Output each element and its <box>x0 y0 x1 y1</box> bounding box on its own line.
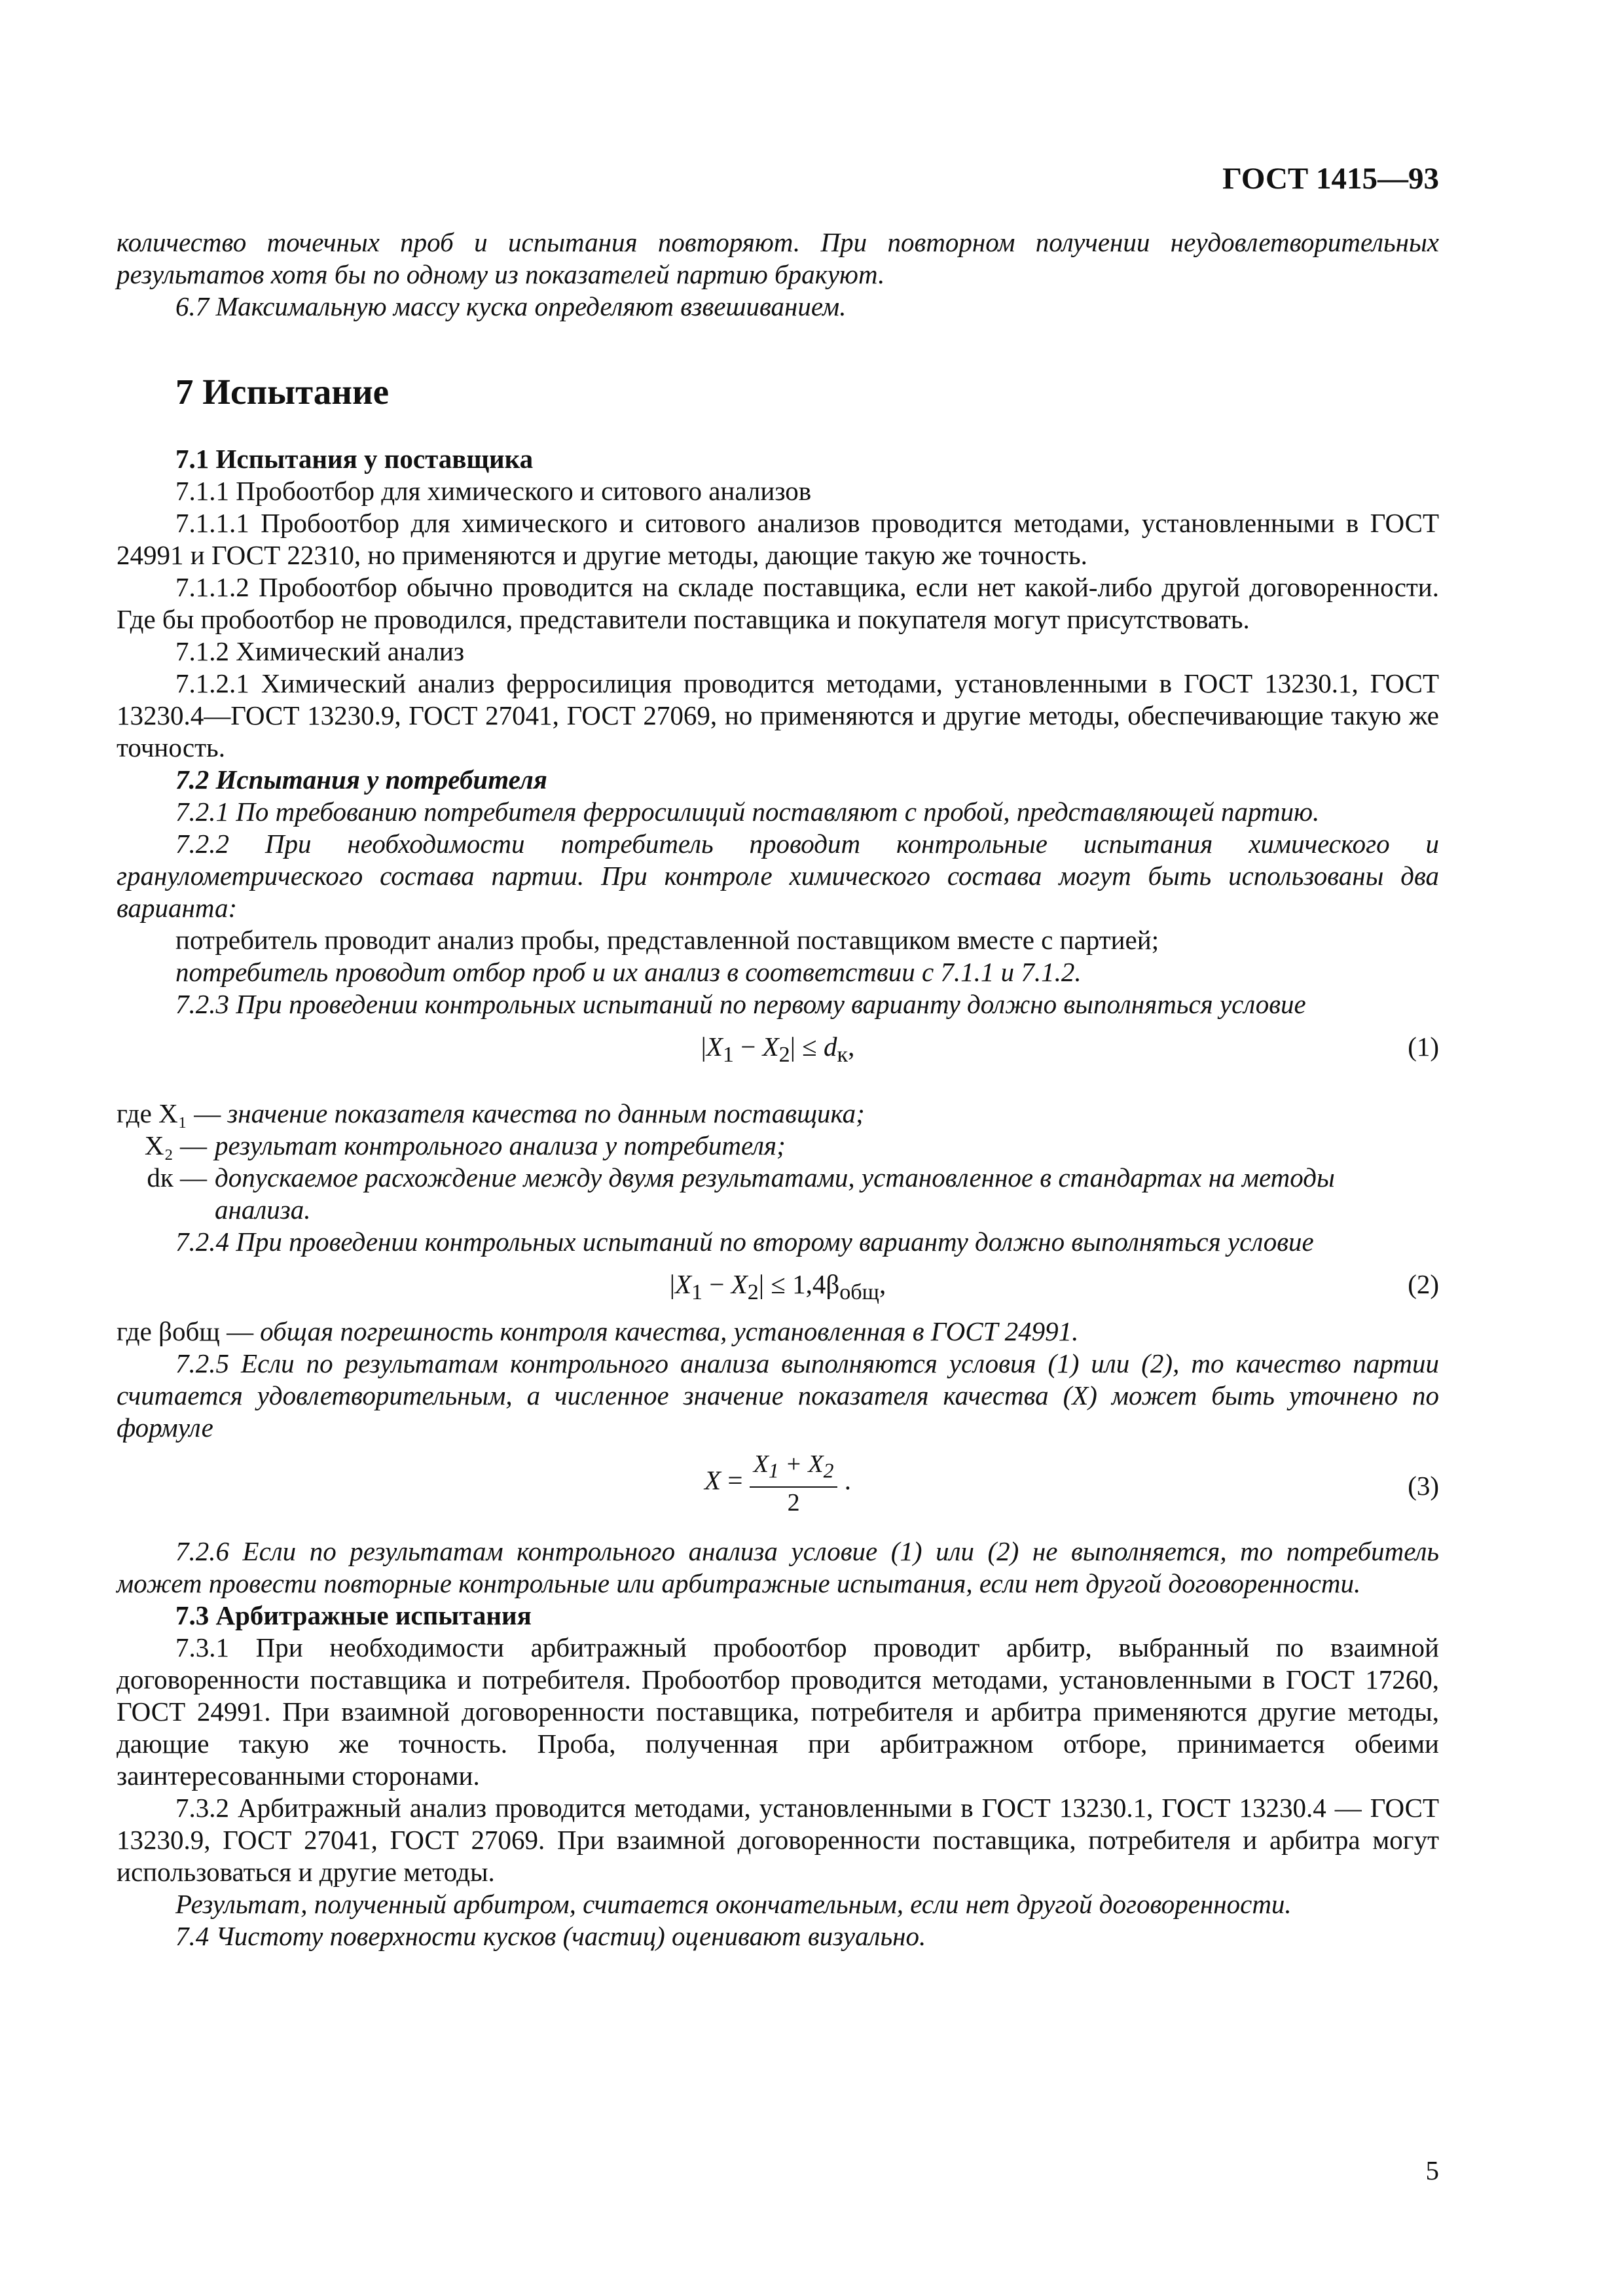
paragraph-6-7: 6.7 Максимальную массу куска определяют взвешиванием. <box>175 291 847 321</box>
paragraph-7-2-5: 7.2.5 Если по результатам контрольного анализа выполняются условия (1) или (2), то качество партии считается удовлетворительным, а численное значение показателя качества (X) может быть уточнено по формуле <box>117 1348 1439 1443</box>
paragraph-7-1-2: 7.1.2 Химический анализ <box>175 636 465 666</box>
paragraph-continuation: количество точечных проб и испытания повторяют. При повторном получении неудовлетворительных результатов хотя бы по одному из показателей партию бракуют. <box>117 227 1439 289</box>
paragraph-7-2-2: 7.2.2 При необходимости потребитель проводит контрольные испытания химического и гранулометрического состава партии. При контроле химического состава могут быть использованы два варианта: <box>117 829 1439 923</box>
document-body <box>117 157 1439 1952</box>
paragraph-7-1-2-1: 7.1.2.1 Химический анализ ферросилиция проводится методами, установленными в ГОСТ 13230.1, ГОСТ 13230.4—ГОСТ 13230.9, ГОСТ 27041, ГОСТ 27069, но применяются и другие методы, обеспечивающие такую же точность. <box>117 668 1439 762</box>
legend-symbol: где βобщ — <box>117 1316 254 1346</box>
formula-3 <box>117 1449 1439 1522</box>
paragraph-7-2-3: 7.2.3 При проведении контрольных испытаний по первому варианту должно выполняться условие <box>175 989 1306 1019</box>
paragraph-7-2-6: 7.2.6 Если по результатам контрольного анализа условие (1) или (2) не выполняется, то потребитель может провести повторные контрольные или арбитражные испытания, если нет другой договоренности. <box>117 1536 1439 1598</box>
legend-row <box>117 1162 1439 1226</box>
formula-2-expression: $|X_1 - X_2| \le 1,4\beta_{общ}$, <box>669 1269 886 1305</box>
subsection-heading-7-2: 7.2 Испытания у потребителя <box>175 764 547 795</box>
formula-1-legend <box>117 1098 1439 1226</box>
formula-3-fraction: $\frac{X_1 + X_2}{2}$ <box>750 1449 838 1518</box>
legend-text: общая погрешность контроля качества, установленная в ГОСТ 24991. <box>260 1316 1079 1346</box>
subsection-heading-7-1: 7.1 Испытания у поставщика <box>175 444 534 474</box>
paragraph-7-1-1-2: 7.1.1.2 Пробоотбор обычно проводится на складе поставщика, если нет какой-либо другой договоренности. Где бы пробоотбор не проводился, представители поставщика и покупателя могут присутствовать. <box>117 572 1439 634</box>
legend-text: значение показателя качества по данным поставщика; <box>227 1098 865 1128</box>
paragraph-7-1-1: 7.1.1 Пробоотбор для химического и ситового анализов <box>175 476 812 506</box>
paragraph-7-2-1: 7.2.1 По требованию потребителя ферросилиций поставляют с пробой, представляющей партию. <box>175 797 1320 827</box>
paragraph-7-3-1: 7.3.1 При необходимости арбитражный пробоотбор проводит арбитр, выбранный по взаимной договоренности поставщика и потребителя. Пробоотбор проводится методами, установленными в ГОСТ 17260, ГОСТ 24991. При взаимной договоренности поставщика, потребителя и арбитра применяются другие методы, дающие такую же точность. Проба, полученная при арбитражном отборе, принимается обеими заинтересованными сторонами. <box>117 1632 1439 1791</box>
paragraph-7-2-2-a: потребитель проводит анализ пробы, представленной поставщиком вместе с партией; <box>175 925 1159 955</box>
paragraph-7-3-2: 7.3.2 Арбитражный анализ проводится методами, установленными в ГОСТ 13230.1, ГОСТ 13230.4 — ГОСТ 13230.9, ГОСТ 27041, ГОСТ 27069. При взаимной договоренности поставщика, потребителя и арбитра могут использоваться и другие методы. <box>117 1793 1439 1887</box>
formula-2-number: (2) <box>1408 1269 1439 1299</box>
paragraph-7-2-4: 7.2.4 При проведении контрольных испытаний по второму варианту должно выполняться условие <box>175 1227 1314 1257</box>
section-heading-7: 7 Испытание <box>175 372 390 412</box>
legend-symbol: где X₁ — <box>117 1098 221 1128</box>
paragraph-7-1-1-1: 7.1.1.1 Пробоотбор для химического и ситового анализов проводится методами, установленными в ГОСТ 24991 и ГОСТ 22310, но применяются и другие методы, дающие такую же точность. <box>117 508 1439 570</box>
formula-1-number: (1) <box>1408 1031 1439 1062</box>
paragraph-7-3-2-b: Результат, полученный арбитром, считается окончательным, если нет другой договоренности. <box>175 1889 1292 1919</box>
formula-2 <box>117 1263 1439 1306</box>
formula-2-legend <box>117 1316 1439 1348</box>
formula-1-expression: $|X_1 - X_2| \le d_к$, <box>701 1031 855 1067</box>
legend-symbol: X₂ — <box>144 1130 207 1160</box>
legend-text: результат контрольного анализа у потребителя; <box>215 1130 786 1160</box>
document-header: ГОСТ 1415—93 <box>1222 162 1439 196</box>
paragraph-7-2-2-b: потребитель проводит отбор проб и их анализ в соответствии с 7.1.1 и 7.1.2. <box>175 957 1082 987</box>
legend-symbol: dк — <box>147 1162 207 1193</box>
subsection-heading-7-3: 7.3 Арбитражные испытания <box>175 1600 532 1630</box>
legend-row <box>117 1098 1439 1130</box>
paragraph-7-4: 7.4 Чистоту поверхности кусков (частиц) оценивают визуально. <box>175 1921 926 1951</box>
legend-row <box>117 1130 1439 1162</box>
legend-text: допускаемое расхождение между двумя результатами, установленное в стандартах на методы анализа. <box>215 1162 1335 1225</box>
page-number: 5 <box>1425 2155 1439 2185</box>
formula-1 <box>117 1026 1439 1069</box>
formula-3-expression: X = $\frac{X_1 + X_2}{2}$ . <box>704 1450 851 1516</box>
formula-3-number: (3) <box>1408 1471 1439 1501</box>
